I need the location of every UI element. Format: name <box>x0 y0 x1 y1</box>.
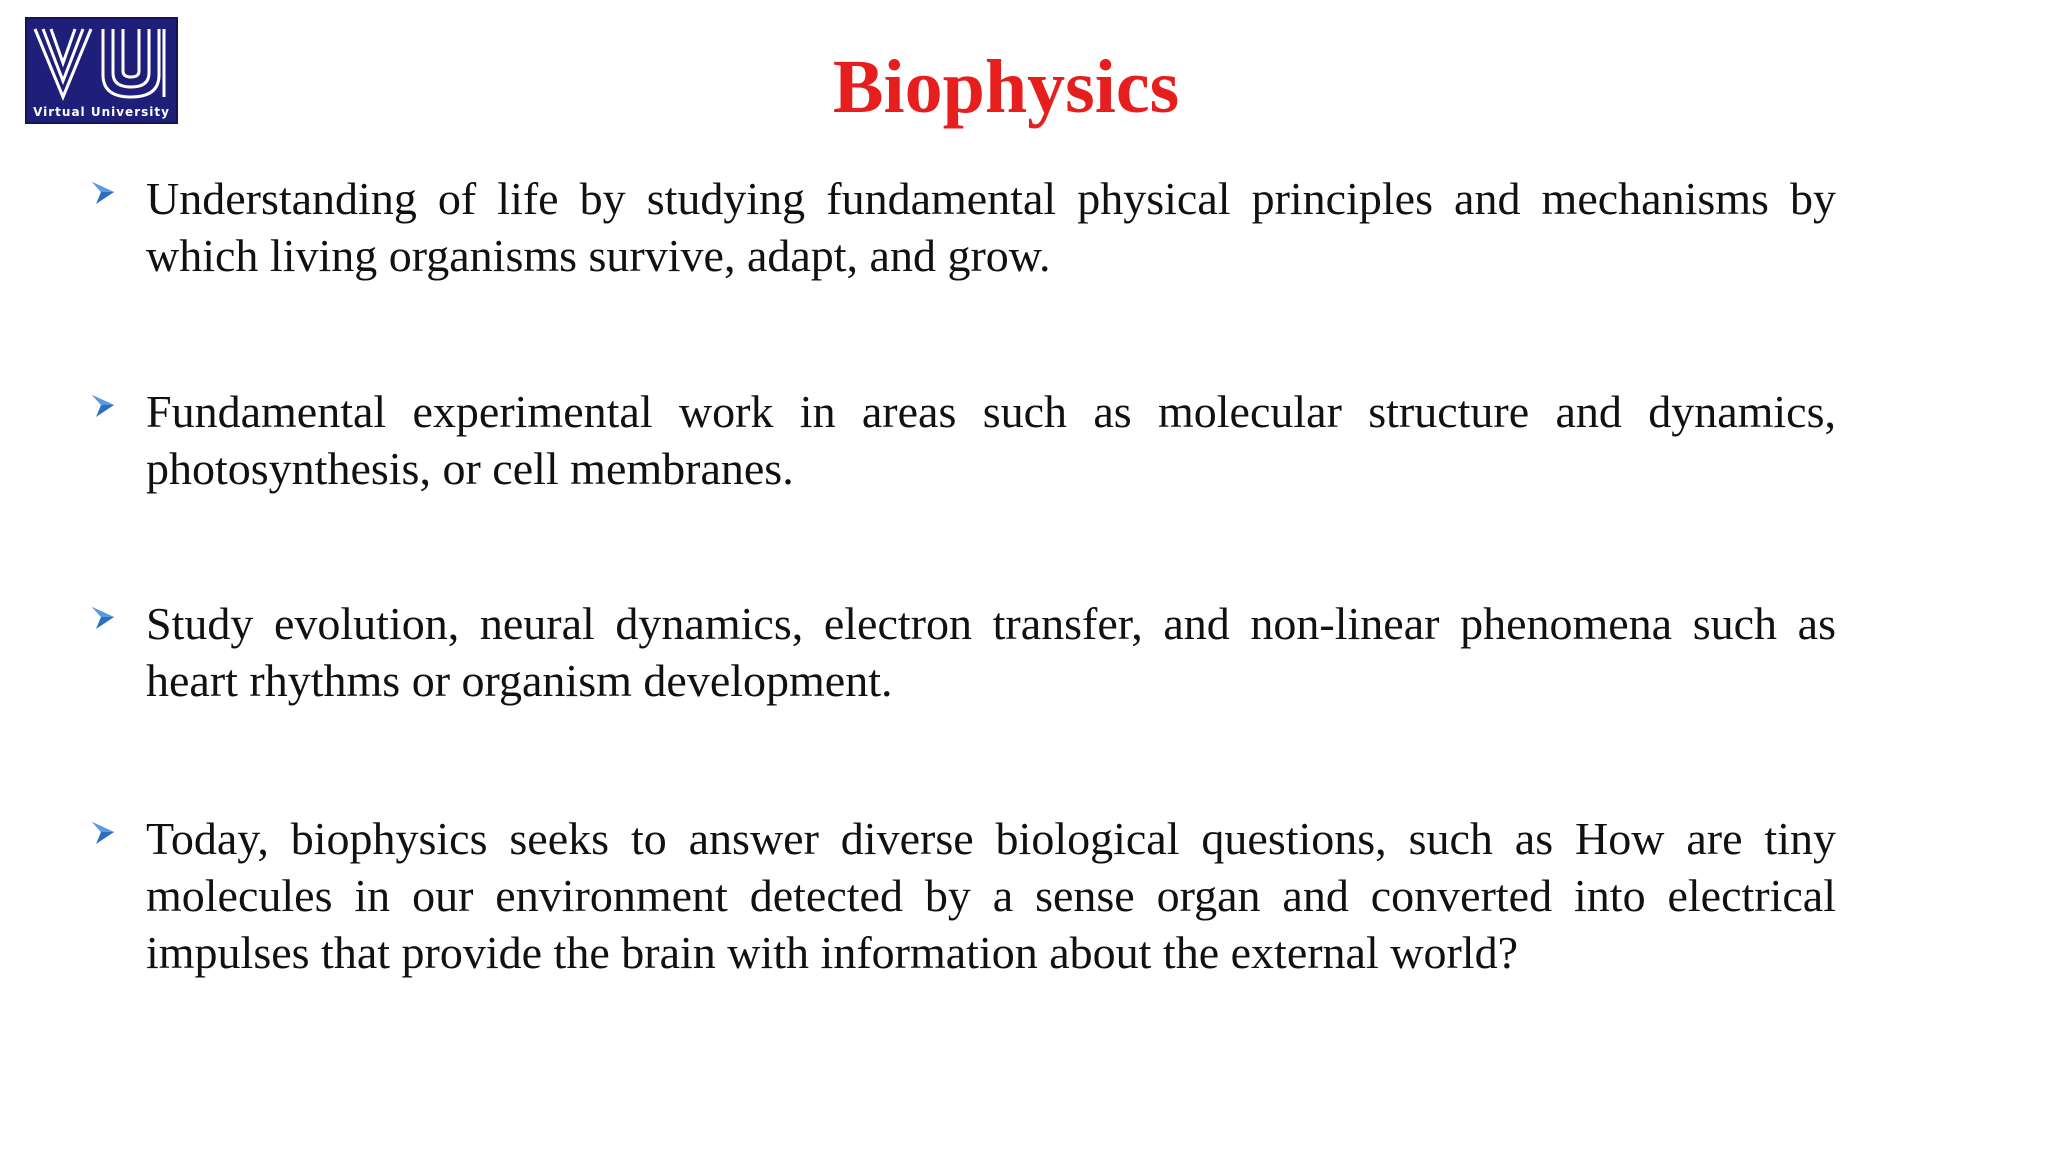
arrow-bullet-icon <box>90 393 116 419</box>
bullet-text: Study evolution, neural dynamics, electron transfer, and non-linear phenomena such as heart rhythms or organism development. <box>146 598 1836 706</box>
arrow-bullet-icon <box>90 180 116 206</box>
logo-caption: Virtual University <box>33 105 170 119</box>
bullet-text: Fundamental experimental work in areas such as molecular structure and dynamics, photosynthesis, or cell membranes. <box>146 386 1836 494</box>
arrow-bullet-icon <box>90 820 116 846</box>
bullet-text: Today, biophysics seeks to answer diverse biological questions, such as How are tiny molecules in our environment detected by a sense organ and converted into electrical impulses that provide the brain with information about the external world? <box>146 813 1836 978</box>
bullet-text: Understanding of life by studying fundamental physical principles and mechanisms by which living organisms survive, adapt, and grow. <box>146 173 1836 281</box>
slide-title: Biophysics <box>832 45 1180 129</box>
arrow-bullet-icon <box>90 605 116 631</box>
